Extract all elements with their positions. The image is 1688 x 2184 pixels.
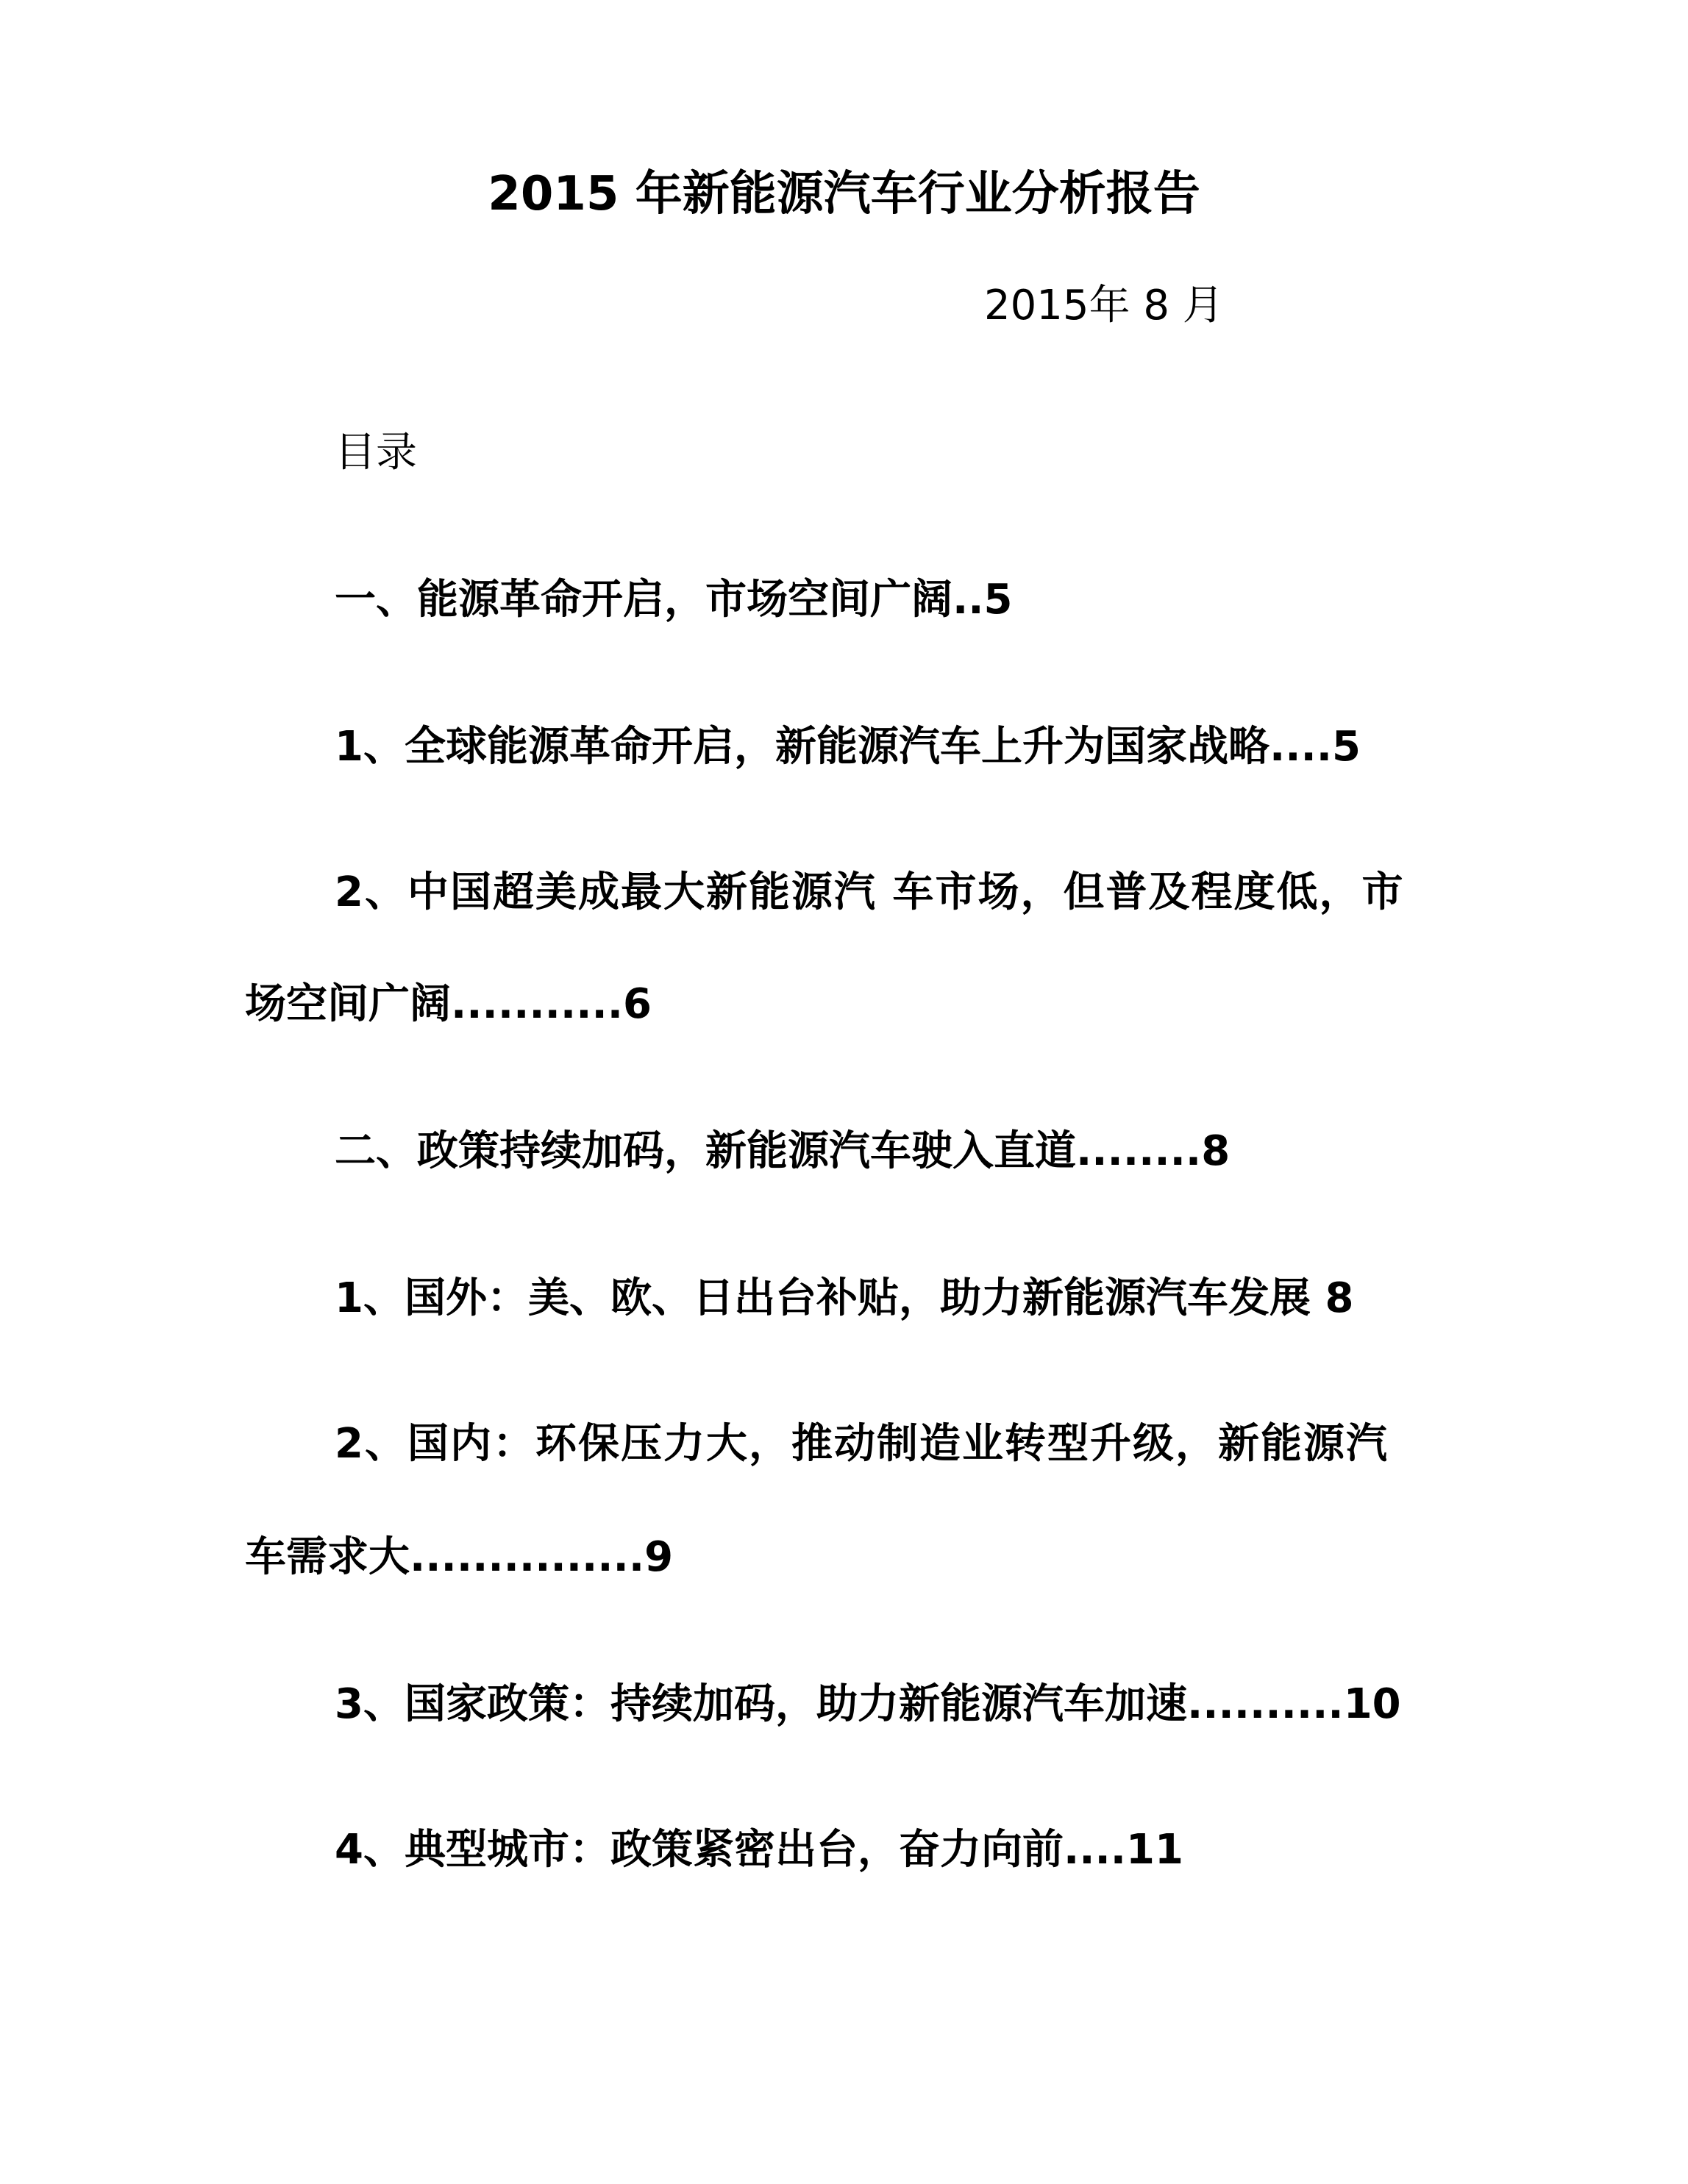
toc-entry[interactable]: 4、典型城市：政策紧密出台，奋力向前....11 <box>335 1826 1183 1874</box>
toc-entry[interactable]: 2、中国超美成最大新能源汽 车市场，但普及程度低，市 <box>335 868 1405 916</box>
toc-entry-continuation[interactable]: 场空间广阔...........6 <box>245 980 652 1028</box>
document-date: 2015年 8 月 <box>984 282 1224 329</box>
toc-heading: 目录 <box>335 429 417 477</box>
toc-entry[interactable]: 2、国内：环保压力大，推动制造业转型升级，新能源汽 <box>335 1420 1389 1468</box>
toc-entry[interactable]: 1、国外：美、欧、日出台补贴，助力新能源汽车发展 8 <box>335 1274 1354 1322</box>
toc-entry[interactable]: 二、政策持续加码，新能源汽车驶入直道........8 <box>335 1127 1231 1175</box>
toc-entry[interactable]: 3、国家政策：持续加码，助力新能源汽车加速..........10 <box>335 1680 1401 1728</box>
toc-entry[interactable]: 一、能源革命开启，市场空间广阔..5 <box>335 576 1013 624</box>
toc-entry[interactable]: 1、全球能源革命开启，新能源汽车上升为国家战略....5 <box>335 723 1361 771</box>
toc-entry-continuation[interactable]: 车需求大...............9 <box>245 1533 674 1581</box>
document-title: 2015 年新能源汽车行业分析报告 <box>488 167 1200 221</box>
